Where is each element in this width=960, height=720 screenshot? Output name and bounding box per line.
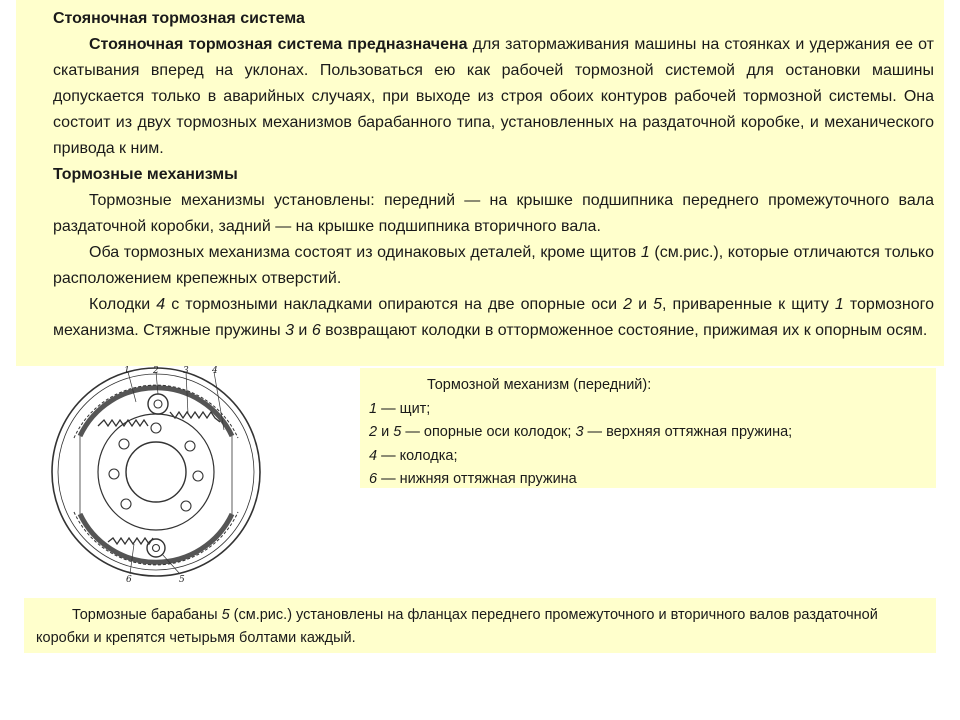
figure-label-2: 2	[153, 366, 159, 376]
upper-pivot-pin	[154, 400, 162, 408]
caption-ref: 3	[575, 424, 584, 440]
p3-ref-4: 4	[156, 296, 166, 313]
backing-plate	[98, 414, 214, 530]
p2-ref-1: 1	[640, 244, 650, 261]
intro-text: для затормаживания машины на стоянках и удержания ее от скатывания вперед на уклонах. Пользоваться ею как рабочей тормозной системой для остановки машины допускается только в аварийных случаях, при выходе из строя обоих контуров рабочей тормозной системы. Она состоит из двух тормозных механизмов барабанного типа, установленных на раздаточной коробке, и механического привода к ним.	[53, 36, 935, 157]
lower-shoe	[80, 514, 232, 562]
lower-pivot-pin	[153, 545, 160, 552]
footer-text-1: Тормозные барабаны	[72, 607, 222, 623]
caption-ref: 1	[369, 400, 378, 417]
p3-text-6: и	[293, 322, 312, 339]
brake-drawing	[38, 364, 280, 584]
page-title: Стояночная тормозная система	[53, 10, 305, 27]
caption-text: — верхняя оттяжная пружина;	[583, 424, 793, 440]
p3-text-2: с тормозными накладками опираются на две опорные оси	[165, 296, 624, 313]
upper-shoe	[80, 388, 232, 436]
caption-text: — опорные оси колодок;	[401, 424, 576, 440]
intro-bold-text: Стояночная тормозная система предназначена	[89, 36, 468, 53]
bolt-hole	[119, 439, 129, 449]
bolt-hole	[151, 423, 161, 433]
brake-mechanism-figure	[38, 364, 280, 584]
paragraph-2	[53, 240, 934, 292]
caption-ref: 5	[393, 424, 402, 440]
bolt-hole	[109, 469, 119, 479]
footer-paragraph	[36, 604, 926, 650]
caption-text: — щит;	[377, 400, 431, 417]
p3-text-1: Колодки	[89, 296, 157, 313]
upper-spring-right	[170, 412, 220, 422]
main-text-panel	[16, 0, 944, 366]
drum-inner-ring	[58, 374, 254, 570]
caption-text: — колодка;	[377, 447, 458, 464]
footer-text-panel	[24, 598, 936, 653]
caption-item-4	[369, 468, 936, 492]
hub-bore	[126, 442, 186, 502]
upper-pivot	[148, 394, 168, 414]
p3-text-3: и	[632, 296, 654, 313]
caption-text: — нижняя оттяжная пружина	[377, 471, 577, 487]
caption-item-3	[369, 445, 936, 469]
intro-paragraph	[53, 32, 934, 162]
bolt-hole	[181, 501, 191, 511]
section-heading: Тормозные механизмы	[53, 166, 238, 183]
p2-text-1: Оба тормозных механизма состоят из одинаковых деталей, кроме щитов	[89, 244, 641, 261]
figure-label-3: 3	[183, 366, 189, 376]
bolt-hole	[193, 471, 203, 481]
p3-text-5: тормозного механизма. Стяжные пружины	[53, 296, 935, 339]
p3-ref-5: 5	[653, 296, 663, 313]
caption-item-2	[369, 421, 936, 445]
p3-text-7: возвращают колодки в отторможенное состояние, прижимая их к опорным осям.	[320, 322, 928, 339]
caption-ref: 6	[369, 471, 378, 487]
caption-ref: 2	[369, 424, 378, 440]
p3-ref-1: 1	[834, 296, 844, 313]
caption-text: и	[377, 424, 394, 440]
p3-ref-3: 3	[285, 322, 294, 339]
bolt-hole	[185, 441, 195, 451]
paragraph-3	[53, 292, 934, 344]
p3-ref-6: 6	[311, 322, 321, 339]
footer-ref-5: 5	[221, 607, 230, 623]
figure-label-1: 1	[124, 366, 130, 376]
figure-label-6: 6	[126, 575, 132, 584]
bolt-hole	[121, 499, 131, 509]
p3-ref-2: 2	[623, 296, 633, 313]
p2-text-2: (см.рис.), которые отличаются только расположением крепежных отверстий.	[53, 244, 934, 287]
footer-text-2: (см.рис.) установлены на фланцах переднего промежуточного и вторичного валов раздаточной коробки и крепятся четырьмя болтами каждый.	[36, 607, 878, 646]
p3-text-4: , приваренные к щиту	[662, 296, 835, 313]
upper-spring-left	[98, 420, 148, 426]
figure-label-4: 4	[212, 366, 218, 376]
caption-title: Тормозной механизм (передний):	[427, 377, 652, 393]
figure-caption-panel	[360, 368, 936, 488]
paragraph-1: Тормозные механизмы установлены: передний — на крышке подшипника переднего промежуточного вала раздаточной коробки, задний — на крышке подшипника вторичного вала.	[53, 192, 934, 235]
caption-ref: 4	[369, 447, 378, 464]
figure-label-5: 5	[179, 575, 185, 584]
caption-item-1	[369, 398, 936, 422]
lower-spring	[108, 538, 153, 544]
